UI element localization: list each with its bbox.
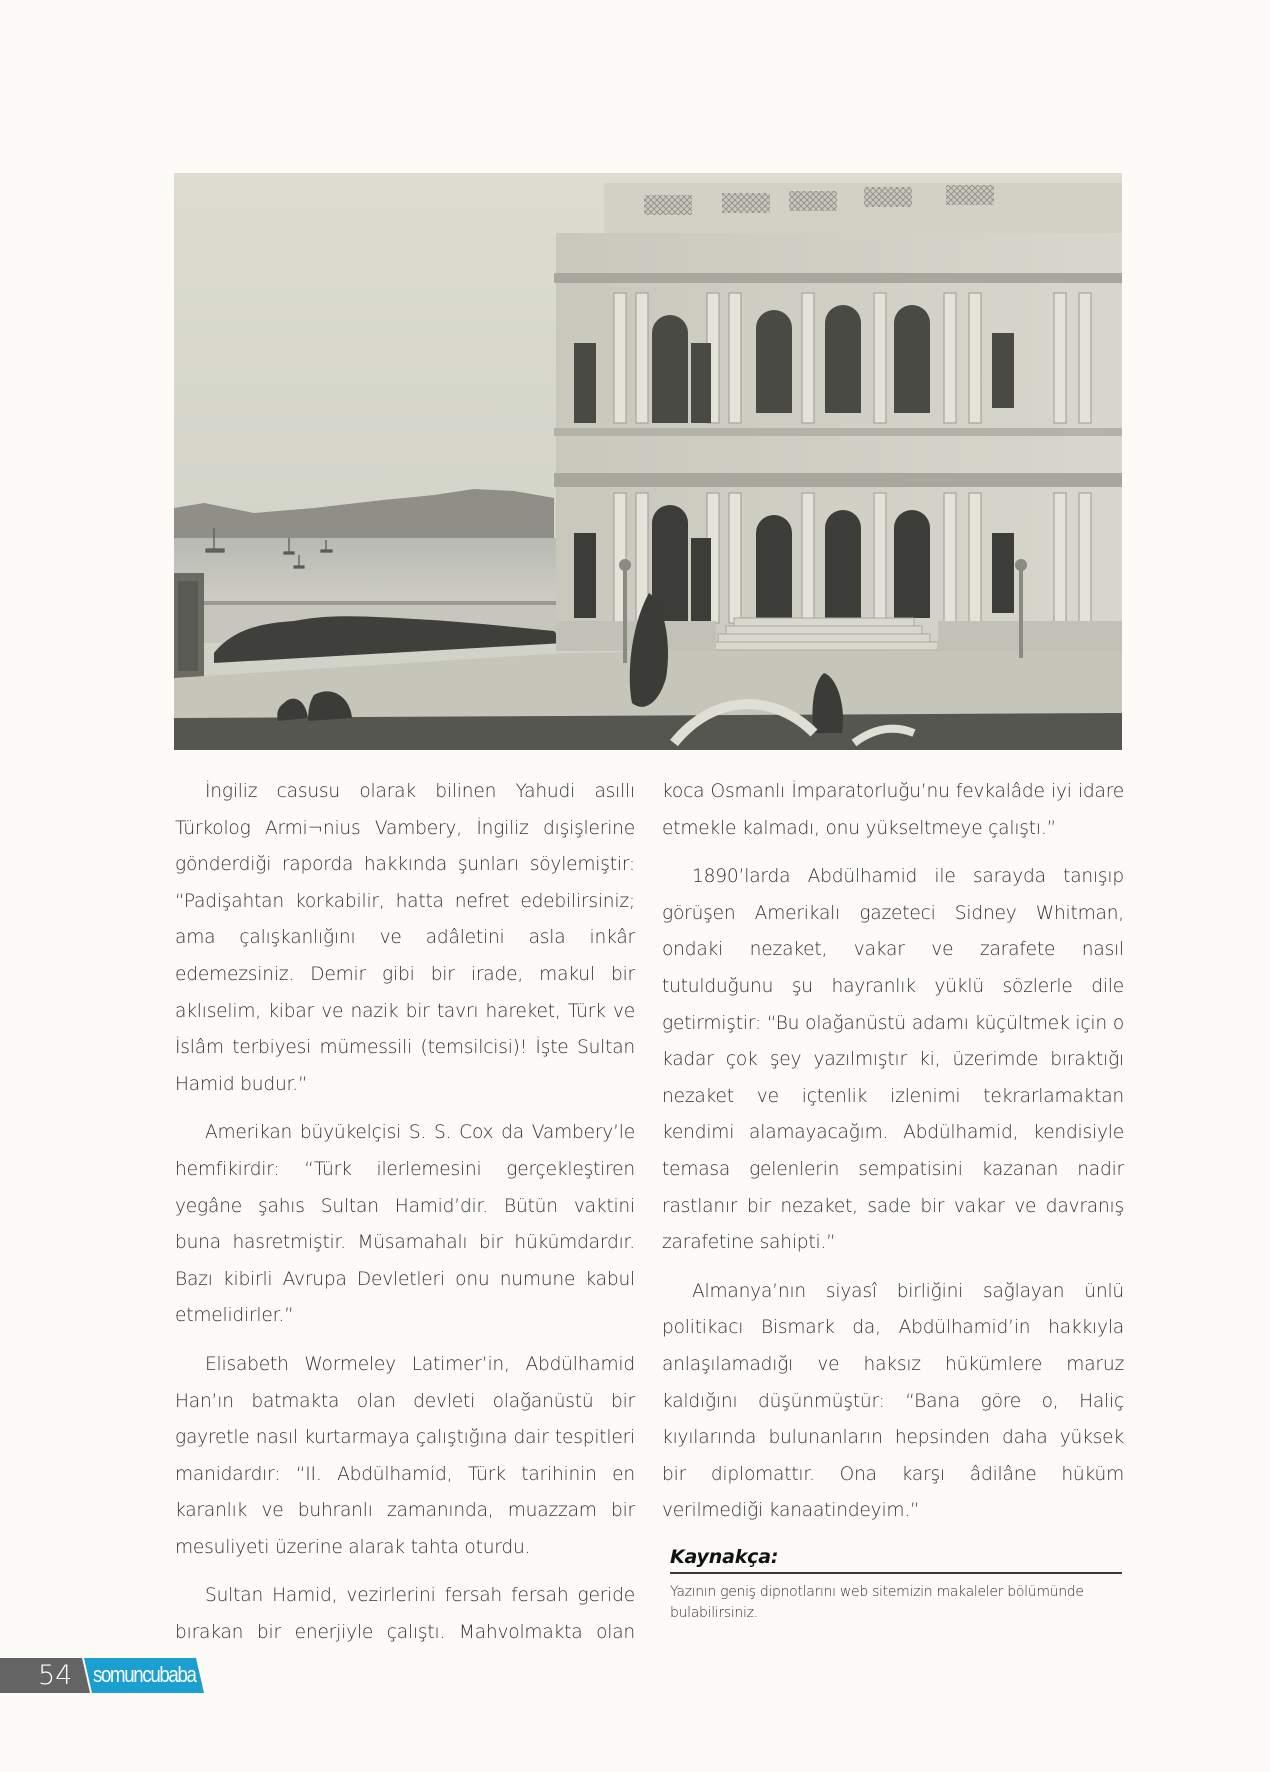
palace-photo — [174, 173, 1122, 750]
sources-section — [670, 1544, 1124, 1624]
article-right-column — [662, 774, 1124, 1624]
article-paragraph: 1890’larda Abdülhamid ile sarayda tanışıp görüşen Amerikalı gazeteci Sidney Whitman, ondaki nezaket, vakar ve zarafete nasıl tutulduğunu şu hayranlık yüklü sözlerle dile getirmiştir: “Bu olağanüstü adamı küçültmek için o kadar çok şey yazılmıştır ki, üzerimde bıraktığı nezaket ve içtenlik izlenimi tekrarlamaktan kendimi alamayacağım. Abdülhamid, kendisiyle temasa gelenlerin sempatisini kazanan nadir rastlanır bir nezaket, sade bir vakar ve davranış zarafetine sahipti.” — [662, 866, 1124, 1254]
article-left-column — [175, 774, 635, 1664]
sources-note: Yazının geniş dipnotlarını web sitemizin makaleler bölümünde bulabilirsiniz. — [670, 1583, 1084, 1621]
article-paragraph: İngiliz casusu olarak bilinen Yahudi asıllı Türkolog Armi¬nius Vambery, İngiliz dışişlerine gönderdiği raporda hakkında şunları söylemiştir: “Padişahtan korkabilir, hatta nefret edebilirsiniz; ama çalışkanlığını ve adâletini asla inkâr edemezsiniz. Demir gibi bir irade, makul bir aklıselim, kibar ve nazik bir tavrı hareket, Türk ve İslâm terbiyesi mümessili (temsilcisi)! İşte Sultan Hamid budur.” — [175, 781, 635, 1095]
brand-name: somuncubaba — [93, 1662, 196, 1687]
article-paragraph: Elisabeth Wormeley Latimer’in, Abdülhamid Han’ın batmakta olan devleti olağanüstü bir gayretle nasıl kurtarmaya çalıştığına dair tespitleri manidardır: “II. Abdülhamid, Türk tarihinin en karanlık ve buhranlı zamanında, muazzam bir mesuliyeti üzerine alarak tahta oturdu. — [175, 1353, 635, 1558]
page-number: 54 — [38, 1660, 73, 1691]
sources-title: Kaynakça: — [670, 1544, 1122, 1574]
article-paragraph: Sultan Hamid, vezirlerini fersah fersah geride bırakan bir enerjiyle çalıştı. Mahvolmakta olan — [175, 1585, 635, 1644]
palace-photo-illustration — [174, 173, 1122, 750]
article-paragraph: Almanya’nın siyasî birliğini sağlayan ünlü politikacı Bismark da, Abdülhamid’in hakkıyla anlaşılamadığı ve haksız hükümlere maruz kaldığını düşünmüştür: “Bana göre o, Haliç kıyılarında bulunanların hepsinden daha yüksek bir diplomattır. Ona karşı âdilâne hüküm verilmediği kanaatindeyim.” — [662, 1280, 1124, 1522]
page-footer — [0, 1658, 210, 1693]
article-paragraph: koca Osmanlı İmparatorluğu’nu fevkalâde iyi idare etmekle kalmadı, onu yükseltmeye çalıştı.” — [662, 781, 1124, 839]
article-paragraph: Amerikan büyükelçisi S. S. Cox da Vambery’le hemfikirdir: “Türk ilerlemesini gerçekleştiren yegâne şahıs Sultan Hamid’dir. Bütün vaktini buna hasretmiştir. Müsamahalı bir hükümdardır. Bazı kibirli Avrupa Devletleri onu numune kabul etmelidirler.” — [175, 1122, 635, 1327]
